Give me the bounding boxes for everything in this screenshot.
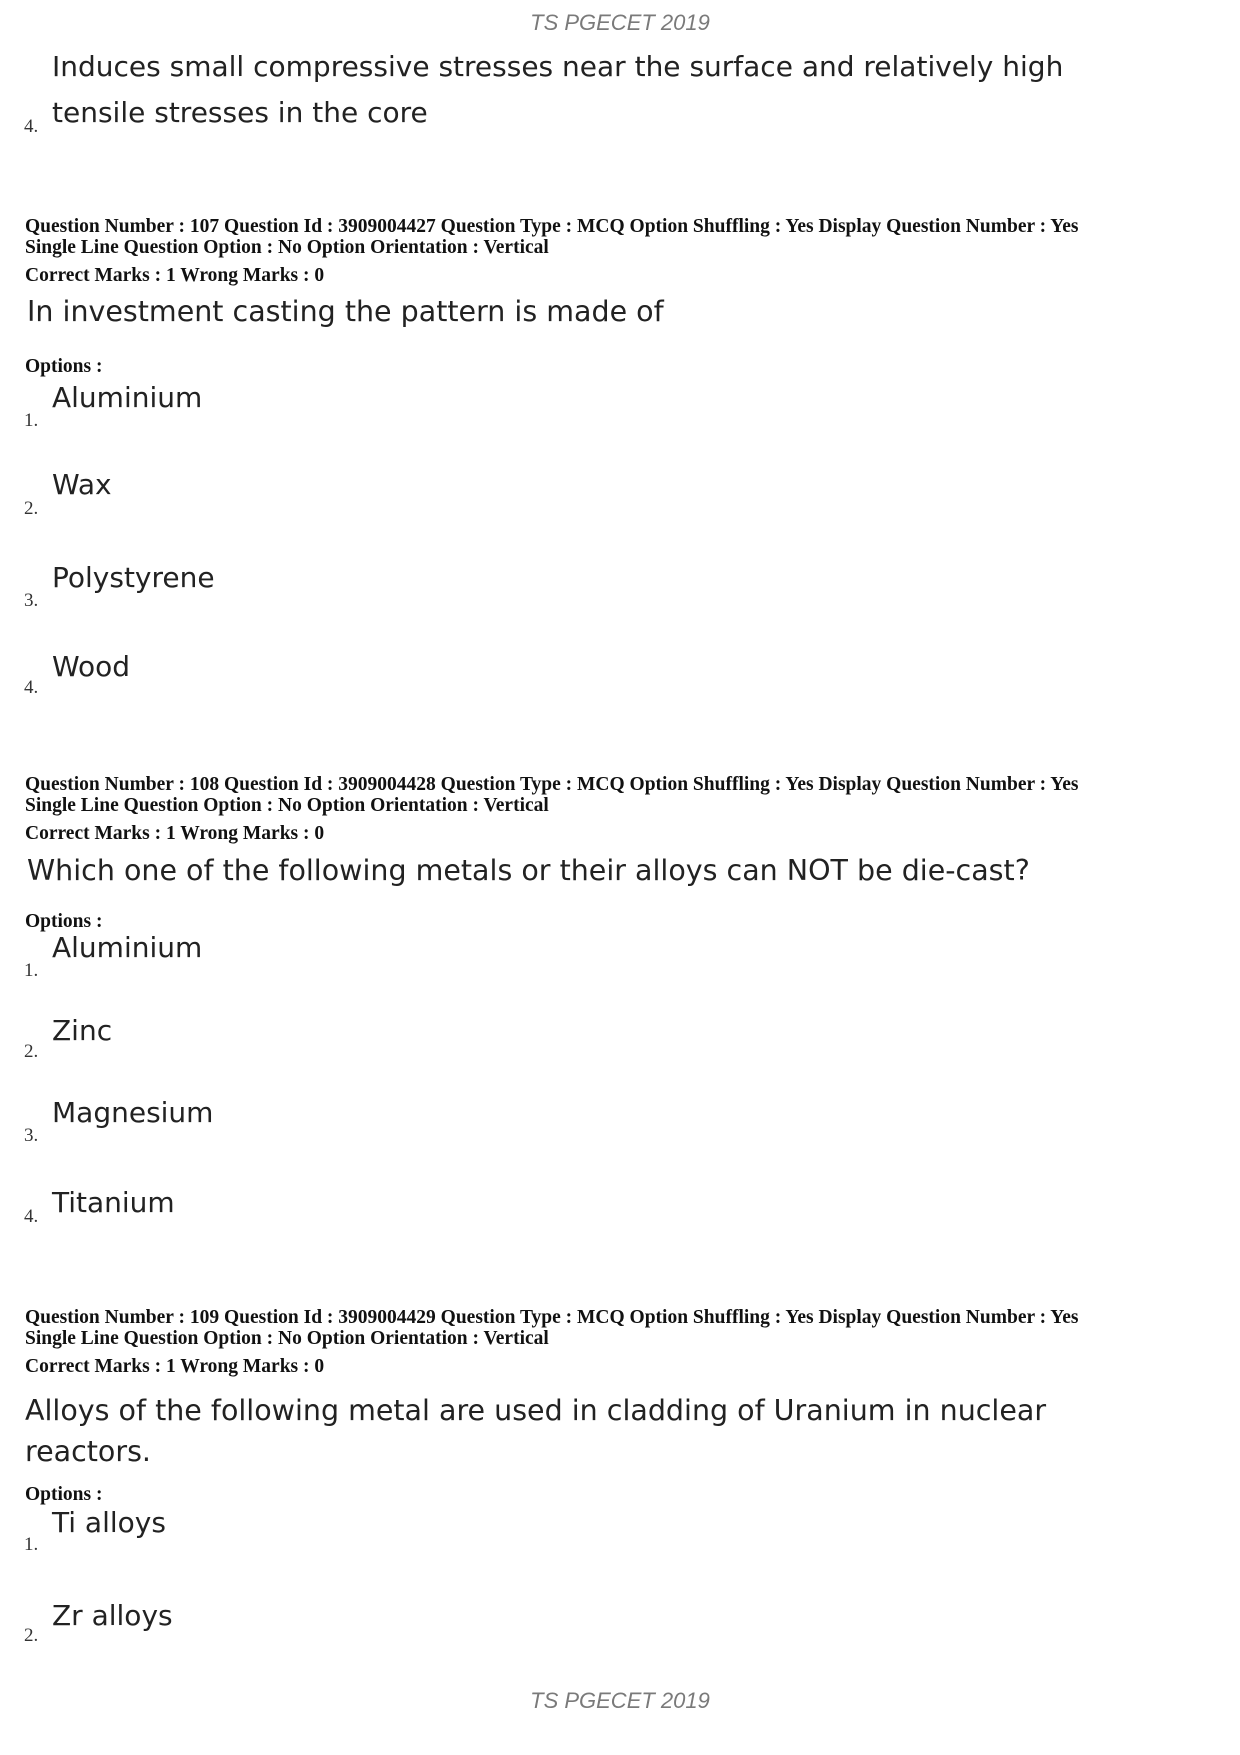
option-text: Ti alloys [52, 1506, 166, 1539]
option-text: Wood [52, 650, 131, 683]
option-number: 1. [24, 1534, 39, 1555]
question-marks: Correct Marks : 1 Wrong Marks : 0 [25, 823, 325, 844]
option-number: 4. [24, 116, 39, 137]
question-text: Alloys of the following metal are used in cladding of Uranium in nuclear [25, 1394, 1047, 1427]
question-meta-line: Question Number : 109 Question Id : 3909004429 Question Type : MCQ Option Shuffling : Yes Display Question Number : Yes [25, 1307, 1079, 1328]
option-number: 3. [24, 1125, 39, 1146]
option-text: Aluminium [52, 381, 203, 414]
option-text: Zr alloys [52, 1599, 173, 1632]
options-label: Options : [25, 356, 103, 377]
option-text: Polystyrene [52, 561, 215, 594]
option-number: 1. [24, 960, 39, 981]
question-marks: Correct Marks : 1 Wrong Marks : 0 [25, 1356, 325, 1377]
question-meta-line: Single Line Question Option : No Option Orientation : Vertical [25, 237, 549, 258]
question-text: Which one of the following metals or their alloys can NOT be die-cast? [27, 854, 1030, 887]
option-number: 3. [24, 590, 39, 611]
page-header: TS PGECET 2019 [530, 10, 710, 35]
option-number: 2. [24, 1041, 39, 1062]
options-label: Options : [25, 911, 103, 932]
question-meta-line: Question Number : 108 Question Id : 3909004428 Question Type : MCQ Option Shuffling : Yes Display Question Number : Yes [25, 774, 1079, 795]
option-text: Magnesium [52, 1096, 214, 1129]
question-meta-line: Question Number : 107 Question Id : 3909004427 Question Type : MCQ Option Shuffling : Yes Display Question Number : Yes [25, 216, 1079, 237]
question-meta-line: Single Line Question Option : No Option Orientation : Vertical [25, 795, 549, 816]
options-label: Options : [25, 1484, 103, 1505]
option-text: Wax [52, 468, 112, 501]
option-text-line: tensile stresses in the core [52, 96, 428, 129]
option-number: 4. [24, 677, 39, 698]
page-footer: TS PGECET 2019 [530, 1688, 710, 1713]
option-text: Titanium [52, 1186, 175, 1219]
question-marks: Correct Marks : 1 Wrong Marks : 0 [25, 265, 325, 286]
question-meta-line: Single Line Question Option : No Option Orientation : Vertical [25, 1328, 549, 1349]
option-text-line: Induces small compressive stresses near the surface and relatively high [52, 50, 1064, 83]
option-number: 2. [24, 1625, 39, 1646]
option-number: 2. [24, 498, 39, 519]
option-text: Aluminium [52, 931, 203, 964]
question-text: In investment casting the pattern is made of [27, 295, 664, 328]
option-text: Zinc [52, 1014, 113, 1047]
option-number: 1. [24, 410, 39, 431]
question-text: reactors. [25, 1435, 151, 1468]
option-number: 4. [24, 1206, 39, 1227]
